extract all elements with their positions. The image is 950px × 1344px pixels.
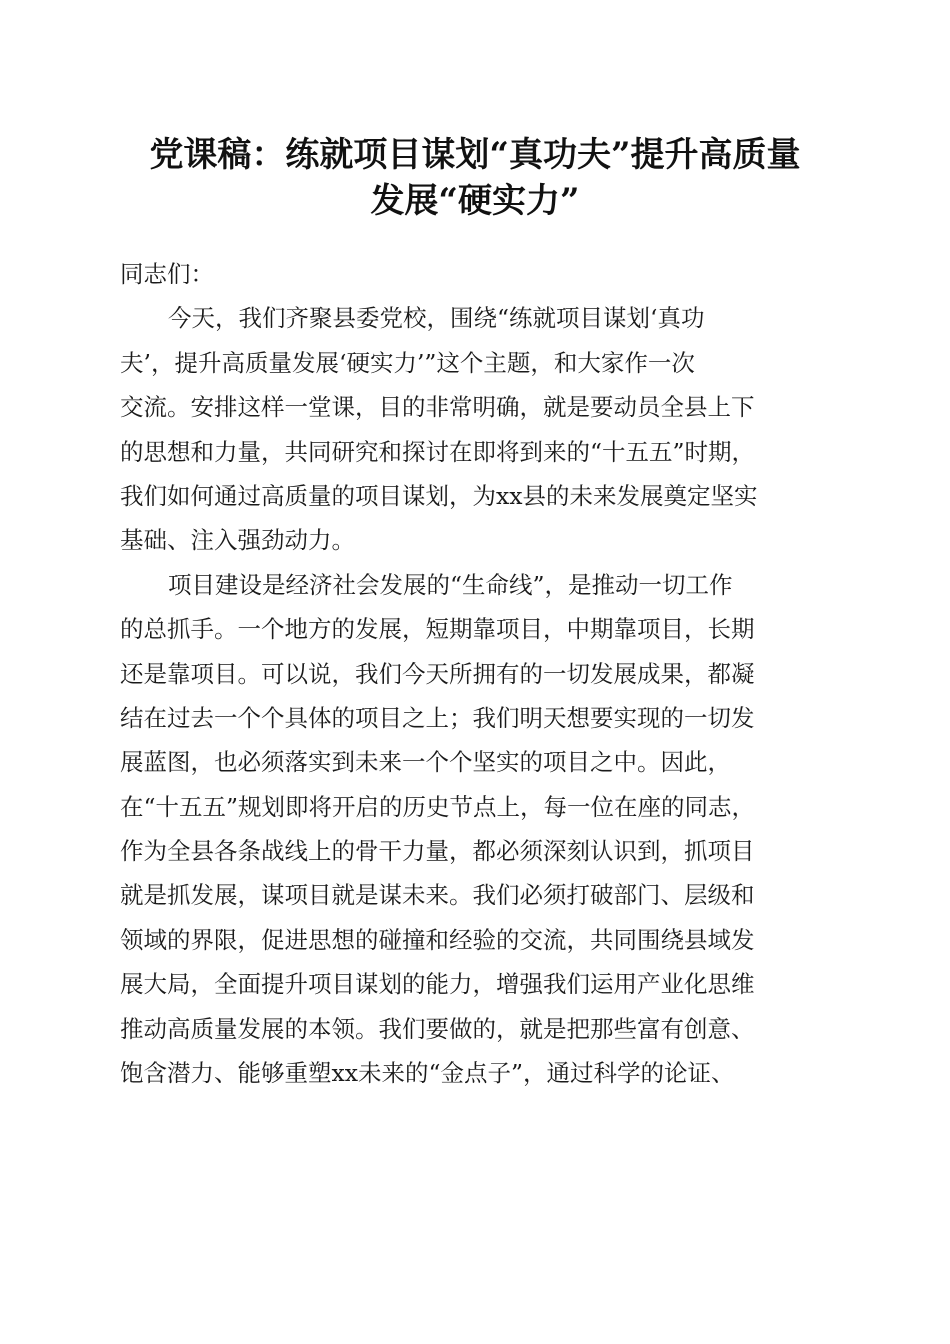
text-line: 夫’，提升高质量发展‘硬实力’”这个主题，和大家作一次 [120,348,695,377]
text-line: 我们如何通过高质量的项目谋划，为xx县的未来发展奠定坚实 [120,481,758,510]
text-line: 的思想和力量，共同研究和探讨在即将到来的“十五五”时期， [120,437,756,466]
text-line: 推动高质量发展的本领。我们要做的，就是把那些富有创意、 [120,1014,755,1043]
text-line: 基础、注入强劲动力。 [120,526,355,555]
paragraph [120,296,840,562]
document-title [110,132,840,224]
text-line: 展蓝图，也必须落实到未来一个个坚实的项目之中。因此， [120,748,731,777]
title-line: 党课稿：练就项目谋划“真功夫”提升高质量 [149,135,801,175]
text-line: 饱含潜力、能够重塑xx未来的“金点子”，通过科学的论证、 [120,1059,735,1088]
text-line: 交流。安排这样一堂课，目的非常明确，就是要动员全县上下 [120,393,755,422]
text-line: 领域的界限，促进思想的碰撞和经验的交流，共同围绕县域发 [120,925,755,954]
text-line: 的总抓手。一个地方的发展，短期靠项目，中期靠项目，长期 [120,615,755,644]
text-line: 展大局，全面提升项目谋划的能力，增强我们运用产业化思维 [120,970,755,999]
paragraph [120,563,840,1096]
text-line: 项目建设是经济社会发展的“生命线”，是推动一切工作 [168,570,733,599]
document-body [120,252,840,1095]
title-line: 发展“硬实力” [370,181,580,221]
salutation: 同志们： [120,260,214,288]
text-line: 在“十五五”规划即将开启的历史节点上，每一位在座的同志， [120,792,756,821]
text-line: 今天，我们齐聚县委党校，围绕“练就项目谋划‘真功 [168,304,705,333]
text-line: 结在过去一个个具体的项目之上；我们明天想要实现的一切发 [120,703,755,732]
text-line: 还是靠项目。可以说，我们今天所拥有的一切发展成果，都凝 [120,659,755,688]
text-line: 就是抓发展，谋项目就是谋未来。我们必须打破部门、层级和 [120,881,755,910]
text-line: 作为全县各条战线上的骨干力量，都必须深刻认识到，抓项目 [120,837,755,866]
